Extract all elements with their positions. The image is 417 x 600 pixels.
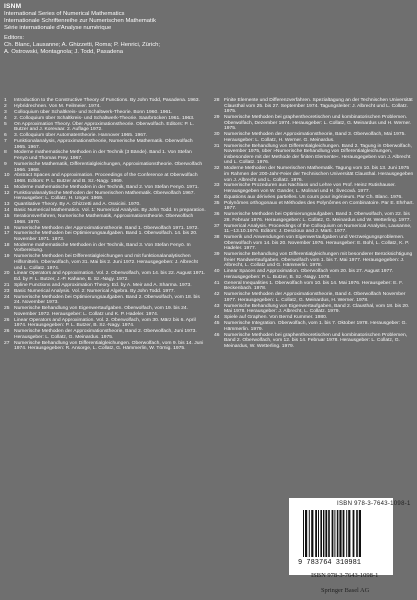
list-item [214,166,414,183]
list-item-number: 23 [4,288,10,294]
list-item-number: 2 [4,103,7,109]
series-line-de: Internationale Schriftenreihe zur Numerischen Mathematik [4,17,156,24]
list-item [4,162,206,173]
list-item-number: 31 [214,143,220,149]
list-item [214,201,414,212]
list-item-text: Numerische Behandlung von Eigenwertaufgaben, Band 2. Clausthal, vom 18. bis 20. Mai 1978. Herausgeber: J. Albrecht, L. Collatz. 1979. [224,303,410,315]
list-item-text: 3. Colloquium über Automatentheorie. Hannover 1965. 1967. [14,133,148,139]
series-line-fr: Série internationale d'Analyse numérique [4,24,112,31]
list-item-number: 44 [214,315,220,321]
list-item [4,139,206,150]
list-item-text: Numerik und Anwendungen von Eigenwertaufgaben und Verzweigungsproblemen. Oberwolfach vom 14. bis 20. November 1976. Herausgeber: E. Bohl, L. Collatz, K. P. Hadeler. 1977. [224,235,410,252]
list-item-number: 24 [4,294,10,300]
list-item-number: 30 [214,132,220,138]
list-item-text: Quantitative Theory. By A. Ghizzetti and A. Ossicini. 1970. [14,202,141,208]
list-item-number: 37 [214,223,220,229]
isbn-large-text: ISBN 978-3-7643-1098-1 [311,572,379,579]
list-item-number: 28 [214,98,220,103]
list-item [214,333,414,350]
list-item-text: Colloquium über Schaltkreis- und Schaltwerk-Theorie. Bonn 1960. 1961. [14,109,173,115]
list-item-number: 43 [214,303,220,309]
list-item-text: Numerische Methoden der Approximationstheorie. Band 1. Oberwolfach 1971. 1972. [14,225,199,231]
list-item-text: Basic Numerical Mathematics. Vol. 1: Numerical Analysis. By John Todd. In preparation. [14,208,206,214]
list-item [4,150,206,161]
list-item [214,281,414,292]
list-item-text: Numerische Methoden der Approximationstheorie, Band 3. Oberwolfach, Mai 1975. Herausgeber: L. Collatz, H. Werner. G. Meinardus. [224,132,406,143]
list-item-text: Iterationsverfahren, Numerische Mathematik, Approximationstheorie. Oberwolfach 1968. 1970. [14,214,194,225]
series-abbrev: ISNM [4,3,22,10]
list-item [4,271,206,282]
list-item [214,115,414,132]
list-item [4,289,206,295]
list-item-text: Funktionalanalysis, Approximationstheorie, Numerische Mathematik. Oberwolfach 1965. 1967. [14,138,193,150]
list-item-number: 46 [214,332,220,338]
list-item-number: 10 [4,173,10,179]
list-item [4,98,206,104]
isbn-small-text: ISBN 978-3-7643-1098-1 [337,501,411,507]
list-item-text: Finite Elemente und Differenzverfahren. Spezialtagung an der Technischen Universität Clausthal vom 25. bis 27. September 1974. Tagungsleiter: J. Albrecht und L. Collatz. 1975. [224,98,413,115]
list-item [214,252,414,269]
list-item-text: Basic Numerical Analysis. Vol. 2: Numerical Algebra. By John Todd. 1977. [14,288,176,294]
list-item-number: 26 [4,317,10,323]
list-item [4,185,206,191]
list-item-text: Équations aux dérivées partielles. Un cours pour ingénieurs. Par Ch. Blanc. 1976. [224,194,403,200]
list-item-text: Linear Spaces and Approximation. Oberwolfach vom 20. bis 27. August 1977. Herausgegeben: P. L. Butzer, B. Sz.-Nagy. 1978. [224,269,394,280]
list-item [4,318,206,329]
list-item-number: 6 [4,133,7,139]
list-item [214,98,414,115]
list-item [214,235,414,252]
list-item-number: 18 [4,242,10,248]
barcode-label [289,498,411,575]
list-item-number: 7 [4,138,7,144]
list-item-text: Numerische Behandlung von Eigenwertaufgaben. Oberwolfach, vom 19. bis 24. November 1972. Herausgeber: L. Collatz und K. P. Hadeler. 1974. [14,306,189,317]
list-item-text: Numerische Methoden bei Differentialgleichungen und mit funktionalanalytischen Hilfsmitteln. Oberwolfach, vom 31. Mai bis 2. Juni 1972. Herausgegeben: J. Albrecht und L. Collatz. 1974. [14,254,198,271]
list-item-number: 11 [4,184,10,190]
list-item-text: Abstract Spaces and Approximation. Proceedings of the Conference at Oberwolfach 1968. Editors: P. L. Butzer and B. Sz.-Nagy. 1969. [14,173,198,184]
editors-line-2: A. Ostrowski, Montagnola; J. Todd, Pasadena [4,48,124,55]
list-item [214,183,414,194]
list-item [214,132,414,143]
list-item [4,133,206,139]
list-item-number: 32 [214,166,220,172]
list-item-text: Linear Operators and Approximation. Vol. 2. Oberwolfach, vom 30. März bis 6. April 1974. Herausgegeben: P. L. Butzer, B. Sz.-Nagy. 1974. [14,317,196,329]
list-item [4,116,206,122]
list-item [4,104,206,110]
list-item [4,243,206,254]
list-item-text: Numerische Methoden bei Optimierungsaufgaben. Band 2. Oberwolfach, vom 18. bis 24. November 1973. [14,294,200,306]
list-item-text: Spiele auf Graphen. Von Bernd Kummer. 1980. [224,315,328,321]
list-item [214,195,414,201]
barcode-digits: 9 783764 310981 [298,559,362,566]
list-item-text: Introduction to the Constructive Theory of Functions. By John Todd, Pasadena. 1963. [14,98,200,103]
list-item-number: 3 [4,109,7,115]
list-item [4,231,206,242]
list-item-number: 21 [4,282,10,288]
list-item [214,321,414,332]
list-item-text: General Inequalities 1. Oberwolfach vom 10. bis 14. Mai 1976. Herausgeber: E. F. Beckenbach. 1978. [224,280,403,292]
list-item-number: 42 [214,292,220,298]
list-item-text: Numerische Behandlung von Differentialgleichungen. Band 2. Tagung in Oberwolfach, November 1975, über »Numerische Behandlung von Differentialgleichungen, insbesondere mit der Methode der finiten Elemente«. Herausgegeben von J. Albrecht und L. Collatz. 1976. [224,143,412,166]
list-item [4,208,206,214]
list-item-text: Numerical Analysis. Proceedings of the Colloquium on Numerical Analysis, Lausanne, 11.–13.10.1976. Editors: J. Descloux and J. Marti. 1977. [224,223,412,235]
list-item-number: 27 [4,340,10,346]
list-item [4,341,206,352]
list-item-number: 15 [4,214,10,220]
list-item [4,191,206,202]
list-item-number: 35 [214,200,220,206]
list-item [4,295,206,306]
list-item [4,173,206,184]
list-item-number: 12 [4,190,10,196]
list-item-text: Numerische Methoden der Approximationstheorie, Band 2. Oberwolfach, Juni 1973. Herausgeber: L. Collatz, G. Meinardus. 1975. [14,329,197,340]
list-item [4,202,206,208]
list-item [214,269,414,280]
list-item-number: 20 [4,271,10,277]
list-item-text: Numerische Methoden bei Optimierungsaufgaben. Band 3. Oberwolfach, vom 22. bis 28. Februar 1976. Herausgegeben: L. Collatz, G. Meinardus und W. Wetterling. 1977. [224,212,411,223]
barcode-graphic [297,510,391,566]
list-item-number: 34 [214,194,220,200]
list-item-number: 9 [4,161,7,167]
list-item-number: 13 [4,202,10,208]
list-item-number: 8 [4,150,7,156]
list-item [214,304,414,315]
list-item-number: 19 [4,254,10,260]
list-item-text: 2. Colloquium über Schaltkreis- und Schaltwerk-Theorie. Saarbrücken 1961. 1963. [14,115,195,121]
list-item-text: Moderne mathematische Methoden in der Technik, Band 2. Von Stefan Fenyö. 1971. [14,184,199,190]
list-item-text: Spline Functions and Approximation Theory. Ed. by A. Meir and A. Sharma. 1973. [14,282,192,288]
list-item-number: 16 [4,225,10,231]
editors-label: Editors: [4,34,24,41]
list-item-number: 29 [214,115,220,121]
list-item-text: Numerische Integration. Oberwolfach, vom 1. bis 7. Oktober 1978. Herausgeber: G. Hämmerlin. 1979. [224,321,407,332]
list-item [4,306,206,317]
list-item-text: Numerische Behandlung von Differentialgleichungen mit besonderer Berücksichtigung freier Randwertaufgaben. Oberwolfach vom 1. bis 7. Mai 1977. Herausgegeben: J. Albrecht, L. Collatz und G. Hämmerlin. 1978. [224,252,413,269]
series-header [4,3,304,55]
list-item-number: 33 [214,183,220,189]
series-line-en: International Series of Numerical Mathematics [4,11,125,17]
list-item-text: Numerische Methoden bei Optimierungsaufgaben. Band 1. Oberwolfach. 14. bis 20. November 1971. 1973. [14,231,198,242]
list-item-number: 39 [214,252,220,258]
list-item-number: 38 [214,235,220,241]
list-item-text: Moderne mathematische Methoden in der Technik (3 Bände). Band 1. Von Stefan Fenyö und Thomas Frey. 1967. [14,150,192,162]
list-item-text: Moderne mathematische Methoden in der Technik, Band 3. Von Stefan Fenyö. In Vorbereitung. [14,242,191,254]
list-item-number: 36 [214,212,220,218]
list-item-number: 1 [4,98,7,103]
list-item [214,292,414,303]
list-item [4,214,206,225]
list-item-number: 26 [4,329,10,335]
list-item [4,122,206,133]
list-item [4,254,206,271]
list-item [4,283,206,289]
list-item [4,110,206,116]
list-item-number: 41 [214,280,220,286]
list-item-number: 5 [4,121,7,127]
list-item-text: Numerische Methoden bei graphentheoretischen und kombinatorischen Problemen. Oberwolfach, Dezember 1974. Herausgeber: L. Collatz, G. Meinardus und H. Werner. 1975. [224,115,412,132]
list-item-number: 4 [4,115,7,121]
list-item [214,224,414,235]
list-item-text: Numerische Prozeduren aus Nachlass und Lehre von Prof. Heinz Rutishauser. Herausgegeben von W. Gander, L. Molinari und H. Švecová. 1977. [224,183,396,194]
list-item-text: Moderne Methoden der Numerischen Mathematik. Tagung vom 10. bis 13. Juni 1975 im Rahmen der 200-Jahr-Feier der Technischen Universität Clausthal. Herausgegeben von J. Albrecht und L. Collatz. 1976. [224,166,414,183]
list-item-text: Linear Operators and Approximation. Vol. 2. Oberwolfach, vom 14. bis 22. August 1971. Ed. by P. L. Butzer, J.-P. Kahane, B. Sz.-Nagy. 1972. [14,271,206,283]
list-item [214,144,414,166]
left-title-list [4,98,206,352]
list-item-text: On Approximation Theory. Über Approximationstheorie. Oberwolfach. Editors: P. L. Butzer and J. Korevaar. 2. Auflage 1972. [14,121,195,133]
list-item-text: Numerische Behandlung von Differentialgleichungen. Oberwolfach, vom 9. bis 14. Juni 1974. Herausgegeben: R. Ansorge, L. Collatz, G. Hämmerlin, W. Törnig. 1975. [14,340,204,352]
list-item-number: 14 [4,208,10,214]
right-title-list [214,98,414,350]
list-item-text: Numerische Methoden der Approximationstheorie, Band 4. Oberwolfach November 1977. Herausgegeben: L. Collatz, G. Meinardus, H. Werner. 1978. [224,292,406,303]
editors-line-1: Ch. Blanc, Lausanne; A. Ghizzetti, Roma; P. Henrici, Zürich; [4,41,161,48]
list-item [214,212,414,223]
list-item-text: Funktionalanalytische Methoden der Numerischen Mathematik. Oberwolfach 1967. Herausgeber: L. Collatz, H. Unger. 1969. [14,190,195,202]
list-item-number: 25 [4,306,10,312]
list-item-text: Numerische Mathematik, Differentialgleichungen, Approximationstheorie. Oberwolfach 1966. 1968. [14,161,203,173]
list-item-number: 40 [214,269,220,275]
list-item [4,329,206,340]
list-item-text: Hybridrechnen. Von M. Feilmeier. 1974. [14,103,101,109]
list-item-number: 17 [4,231,10,237]
list-item-text: Polynômes orthogonaux et Méthodes des Polynômes en Combinatoire. Par E. Ehrhart. 1977. [224,200,414,212]
list-item-text: Numerische Methoden bei graphentheoretischen und kombinatorischen Problemen, Band 2. Oberwolfach, vom 12. bis 14. Februar 1978. Herausgeber: L. Collatz, G. Meinardus, W. Wetterling. 1979. [224,332,408,349]
list-item-number: 45 [214,321,220,327]
publisher-name: Springer Basel AG [321,587,370,594]
